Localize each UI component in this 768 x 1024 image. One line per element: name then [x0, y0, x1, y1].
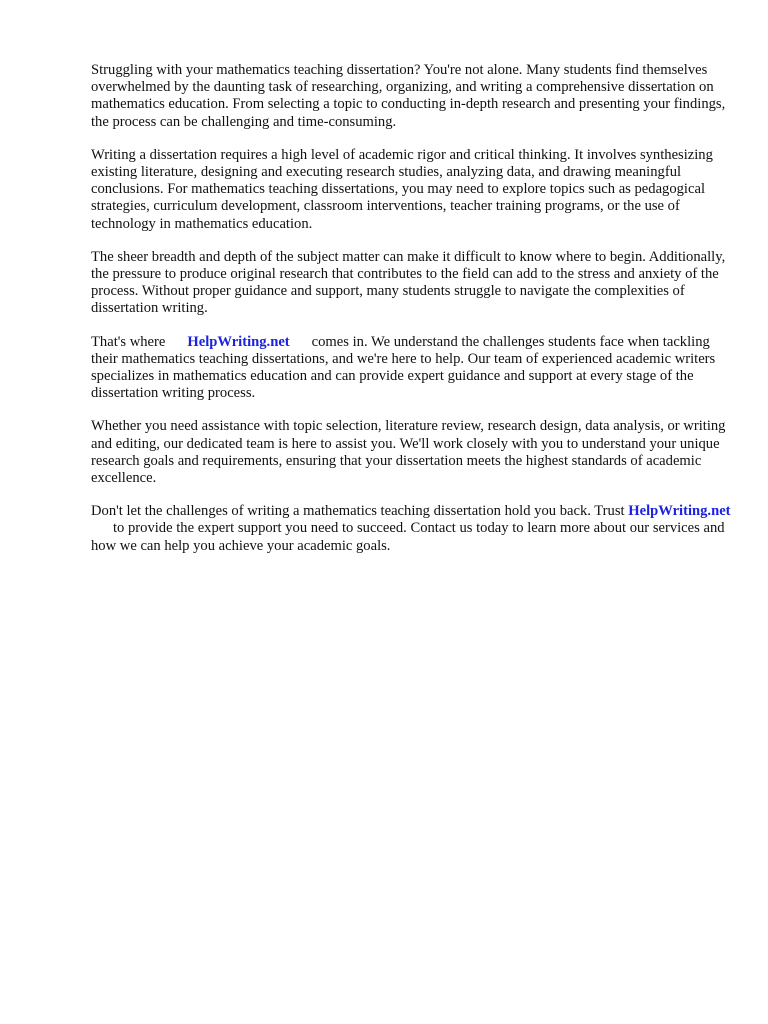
paragraph-text: to provide the expert support you need to succeed. Contact us today to learn more about our services and how we can help you achieve your academic goals. — [91, 520, 725, 554]
helpwriting-link[interactable]: HelpWriting.net — [187, 333, 290, 350]
helpwriting-link[interactable]: HelpWriting.net — [628, 503, 731, 520]
paragraph-helpwriting — [91, 334, 731, 403]
paragraph-requirements: Writing a dissertation requires a high level of academic rigor and critical thinking. It involves synthesizing existing literature, designing and executing research studies, analyzing data, and drawing meaningful conclusions. For mathematics teaching dissertations, you may need to explore topics such as pedagogical strategies, curriculum development, classroom interventions, teacher training programs, or the use of technology in mathematics education. — [91, 146, 713, 232]
paragraph-text: Don't let the challenges of writing a mathematics teaching dissertation hold you back. Trust — [91, 503, 625, 520]
paragraph-call-to-action — [91, 503, 731, 555]
document-body — [91, 62, 731, 571]
paragraph-intro: Struggling with your mathematics teaching dissertation? You're not alone. Many students find themselves overwhelmed by the daunting task of researching, organizing, and writing a comprehensive dissertation on mathematics education. From selecting a topic to conducting in-depth research and presenting your findings, the process can be challenging and time-consuming. — [91, 62, 726, 130]
paragraph-text: That's where — [91, 333, 166, 350]
paragraph-difficulty: The sheer breadth and depth of the subject matter can make it difficult to know where to begin. Additionally, the pressure to produce original research that contributes to the field can add to the stress and anxiety of the process. Without proper guidance and support, many students struggle to navigate the complexities of dissertation writing. — [91, 248, 726, 317]
paragraph-assistance: Whether you need assistance with topic selection, literature review, research design, data analysis, or writing and editing, our dedicated team is here to assist you. We'll work closely with you to understand your unique research goals and requirements, ensuring that your dissertation meets the highest standards of academic excellence. — [91, 418, 726, 487]
paragraph-text: comes in. We understand the challenges students face when tackling their mathematics teaching dissertations, and we're here to help. Our team of experienced academic writers specializes in mathematics education and can provide expert guidance and support at every stage of the dissertation writing process. — [91, 333, 716, 402]
